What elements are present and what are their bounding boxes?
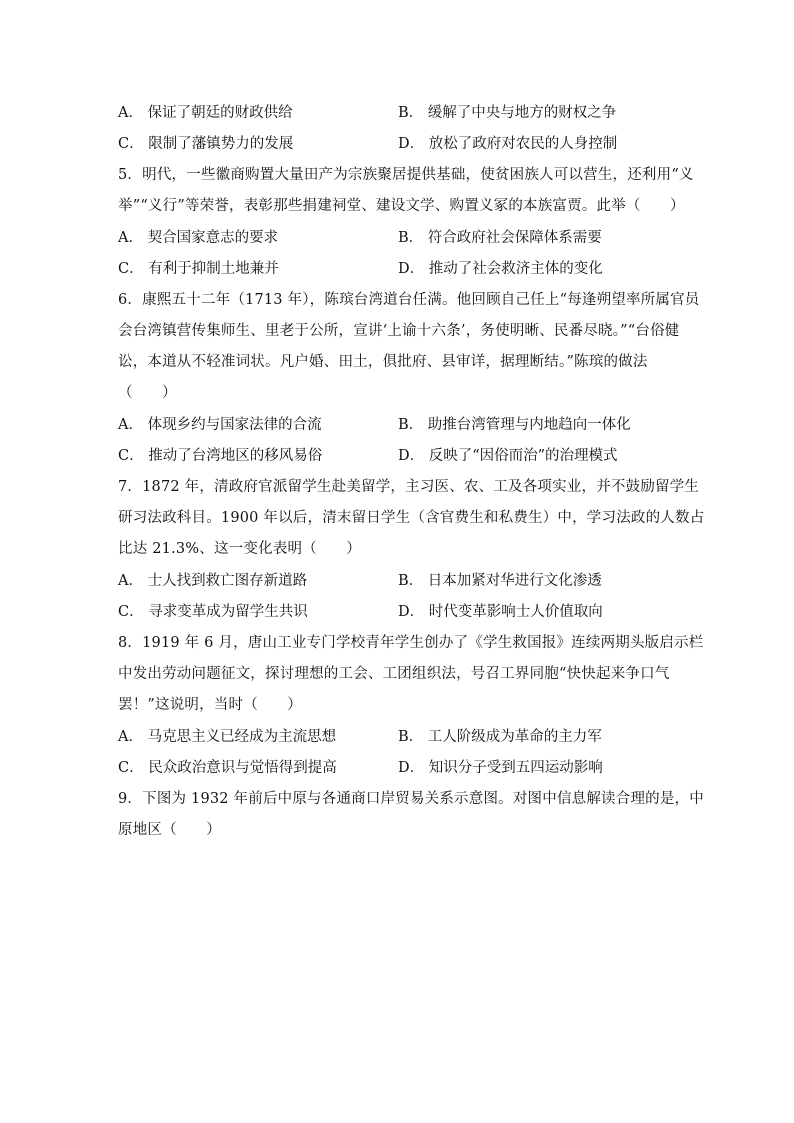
q5-option-c[interactable]: C． 有利于抑制土地兼并 bbox=[118, 261, 279, 277]
q6-option-d[interactable]: D． 反映了“因俗而治”的治理模式 bbox=[398, 448, 618, 464]
q5-option-b[interactable]: B． 符合政府社会保障体系需要 bbox=[398, 230, 602, 246]
q6-stem-line-3: 讼，本道从不轻准词状。凡户婚、田土，俱批府、县审详，据理断结。”陈瑸的做法 bbox=[118, 354, 648, 370]
q8-stem-line-1: 8．1919 年 6 月，唐山工业专门学校青年学生创办了《学生救国报》连续两期头版启示栏 bbox=[118, 635, 704, 651]
q6-stem-line-1: 6．康熙五十二年（1713 年），陈瑸台湾道台任满。他回顾自己任上“每逢朔望率所属官员 bbox=[118, 292, 700, 308]
q5-option-a[interactable]: A． 契合国家意志的要求 bbox=[118, 230, 279, 246]
q8-option-a[interactable]: A． 马克思主义已经成为主流思想 bbox=[118, 729, 337, 745]
q7-option-a[interactable]: A． 士人找到救亡图存新道路 bbox=[118, 573, 308, 589]
q8-stem-line-3: 罢！”这说明，当时（ ） bbox=[118, 697, 303, 713]
q6-option-c[interactable]: C． 推动了台湾地区的移风易俗 bbox=[118, 448, 323, 464]
q7-stem-line-3: 比达 21.3%、这一变化表明（ ） bbox=[118, 541, 361, 557]
q8-option-b[interactable]: B． 工人阶级成为革命的主力军 bbox=[398, 729, 602, 745]
q9-stem-line-1: 9．下图为 1932 年前后中原与各通商口岸贸易关系示意图。对图中信息解读合理的是，中 bbox=[118, 791, 704, 807]
q8-stem-line-2: 中发出劳动问题征文，探讨理想的工会、工团组织法，号召工界同胞“快快起来争口气 bbox=[118, 666, 670, 682]
q5-stem-line-2: 举”“义行”等荣誉，表彰那些捐建祠堂、建设文学、购置义冢的本族富贾。此举（ ） bbox=[118, 198, 685, 214]
q7-option-b[interactable]: B． 日本加紧对华进行文化渗透 bbox=[398, 573, 602, 589]
q6-stem-line-4: （ ） bbox=[118, 385, 177, 401]
q8-option-c[interactable]: C． 民众政治意识与觉悟得到提高 bbox=[118, 760, 337, 776]
q4-option-a[interactable]: A． 保证了朝廷的财政供给 bbox=[118, 105, 293, 121]
q4-option-b[interactable]: B． 缓解了中央与地方的财权之争 bbox=[398, 105, 617, 121]
q6-option-a[interactable]: A． 体现乡约与国家法律的合流 bbox=[118, 417, 322, 433]
q7-stem-line-1: 7．1872 年，清政府官派留学生赴美留学，主习医、农、工及各项实业，并不鼓励留学生 bbox=[118, 479, 700, 495]
q5-option-d[interactable]: D． 推动了社会救济主体的变化 bbox=[398, 261, 603, 277]
q7-option-d[interactable]: D． 时代变革影响士人价值取向 bbox=[398, 604, 603, 620]
q7-stem-line-2: 研习法政科目。1900 年以后，清末留日学生（含官费生和私费生）中，学习法政的人数占 bbox=[118, 510, 705, 526]
q4-option-c[interactable]: C． 限制了藩镇势力的发展 bbox=[118, 136, 294, 152]
q6-option-b[interactable]: B． 助推台湾管理与内地趋向一体化 bbox=[398, 417, 631, 433]
q4-option-d[interactable]: D． 放松了政府对农民的人身控制 bbox=[398, 136, 618, 152]
q6-stem-line-2: 会台湾镇营传集师生、里老于公所，宣讲‘上谕十六条’，务使明晰、民番尽晓。”“台俗健 bbox=[118, 323, 680, 339]
q7-option-c[interactable]: C． 寻求变革成为留学生共识 bbox=[118, 604, 308, 620]
q5-stem-line-1: 5．明代，一些徽商购置大量田产为宗族聚居提供基础，使贫困族人可以营生，还利用“义 bbox=[118, 167, 694, 183]
q8-option-d[interactable]: D． 知识分子受到五四运动影响 bbox=[398, 760, 603, 776]
q9-stem-line-2: 原地区（ ） bbox=[118, 822, 221, 838]
